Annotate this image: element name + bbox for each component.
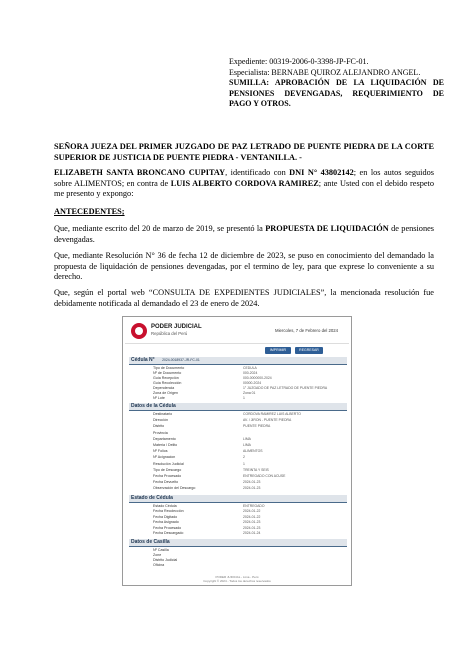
portal-footer: PODER JUDICIAL - Lima - Perú [215,575,259,579]
portal-header [125,319,349,344]
field-value: Zona 01 [243,391,256,395]
intro-paragraph [54,168,434,200]
field-value: 2024-01-22 [243,509,261,514]
cedula-data-section: Datos de la Cédula [129,403,347,411]
field-label: Distrito Judicial [153,558,178,562]
field-value: 00000-2024 [243,381,262,385]
field-value: 2024-01-23 [243,480,261,485]
field-value: 1 [243,396,245,400]
field-label: Guía Recepción [153,376,179,380]
cedula-section [129,357,347,365]
brand-subtitle: República del Perú [151,331,188,336]
field-value: 2024-01-23 [243,520,261,525]
field-label: Nº Casilla [153,548,169,552]
field-value: CEDULA [243,366,257,370]
poder-judicial-logo-icon [131,323,147,339]
field-label: Fecha Devuelto [153,480,179,485]
sumilla-line: SUMILLA: APROBACIÓN DE LA LIQUIDACIÓN DE PENSIONES DEVENGADAS, REQUERIMIENTO DE PAGO Y OTROS. [229,78,444,108]
addressee: SEÑORA JUEZA DEL PRIMER JUZGADO DE PAZ LETRADO DE PUENTE PIEDRA DE LA CORTE SUPERIOR DE JUSTICIA DE PUENTE PIEDRA - VENTANILLA. - [54,142,434,162]
field-label: Fecha Recolección [153,509,184,514]
field-label: Dependencia [153,386,175,390]
intro-text-b: ; en los autos seguidos sobre ALIMENTOS; en contra de [54,168,434,188]
field-label: Guía Recolección [153,381,182,385]
field-value: LIMA [243,436,251,441]
field-value: 2 [243,455,245,460]
field-value: TREINTA Y SEIS [243,467,269,472]
cedula-label: Cédula N° [131,357,155,363]
expediente-line: Expediente: 00319-2006-0-3398-JP-FC-01. [229,57,369,66]
field-value: CORDOVA RAMIREZ LUIS ALBERTO [243,412,301,416]
p2-proposal: PROPUESTA DE LIQUIDACIÓN [265,224,389,233]
field-value: ALIMENTOS [243,449,263,454]
field-value: 2024-01-22 [243,514,261,519]
back-button[interactable]: REGRESAR [295,347,323,354]
field-value: 1 [243,461,245,466]
paragraph-resolucion: Que, mediante Resolución N° 36 de fecha 12 de diciembre de 2023, se puso en conocimiento del demandado la propuesta de liquidación de pensiones devengadas, por el termino de ley, para que exprese lo conveniente a su derecho. [54,251,434,282]
field-label: Nº de Documento [153,371,182,375]
field-label: Zona de Origen [153,391,178,395]
defendant-name: LUIS ALBERTO CORDOVA RAMIREZ [170,178,319,188]
field-label: Nº Lote [153,396,165,400]
field-label: Tipo de Descargo [153,467,182,472]
field-label: Distrito [153,424,165,429]
intro-text-c: ; ante Usted con el debido respeto me presento y expongo: [54,178,434,199]
field-value: 2024-01-24 [243,531,261,535]
brand-name: PODER JUDICIAL [151,324,202,330]
field-value: AV. / JIRON - PUENTE PIEDRA [243,418,292,423]
field-label: Materia / Delito [153,443,178,447]
portal-screenshot [122,316,352,586]
field-label: Fecha Digitado [153,514,178,519]
field-label: Destinatario [153,412,173,416]
field-value: ENTREGADO CON ACUSE [243,474,286,478]
field-value: LIMA [243,443,251,447]
field-value: ENTREGADO [243,504,265,508]
field-label: Zone [153,553,162,557]
field-label: Nº Acignacion [153,455,176,460]
field-label: Oficina [153,563,165,567]
field-value: 2024-01-23 [243,486,261,491]
field-label: Estado Cédula [153,504,177,508]
cedula-status-section: Estado de Cédula [129,495,347,503]
especialista-line: Especialista: BERNABE QUIROZ ALEJANDRO ANGEL. [229,67,421,77]
field-value: 1° JUZGADO DE PAZ LETRADO DE PUENTE PIEDRA [243,386,328,390]
intro-text-a: , identificado con [225,168,290,177]
field-label: Fecha Procesado [153,525,182,530]
field-value: 000-2024 [243,371,258,375]
field-label: Fecha Asignado [153,520,179,525]
paragraph-portal: Que, según el portal web “CONSULTA DE EXPEDIENTES JUDICIALES”, la mencionada resolución fue debidamente notificada al demandado el 23 de enero de 2024. [54,288,434,308]
field-label: Dirección [153,418,168,423]
field-value: 000-0000000-2024 [243,376,272,380]
field-label: Resolución Judicial [153,461,184,466]
field-value: 2024-01-23 [243,525,261,530]
field-value: PUENTE PIEDRA [243,424,271,429]
p2-text-c: de pensiones devengadas. [54,224,435,244]
portal-copyright: Copyright © 2024 - Todos los derechos reservados [203,579,271,583]
cedula-number: 2024-0018937-JR-FC-01 [162,358,200,362]
field-label: Observación del Descargo [153,486,196,491]
field-label: Provincia [153,430,168,435]
case-header [229,57,444,110]
field-label: Tipo de Documento [153,366,185,370]
plaintiff-dni: DNI N° 43802142 [289,168,354,177]
p2-text-a: Que, mediante escrito del 20 de marzo de 2019, se presentó la [54,224,266,233]
casilla-section: Datos de Casilla [129,539,347,547]
paragraph-escrito [54,224,434,245]
plaintiff-name: ELIZABETH SANTA BRONCANO CUPITAY [54,168,226,177]
field-label: Departamento [153,436,176,441]
field-label: Nº Folios [153,449,168,454]
field-label: Fecha Descargado [153,531,184,535]
print-button[interactable]: IMPRIMIR [265,347,291,354]
portal-date: Miercoles, 7 de Febrero del 2024 [275,328,339,333]
antecedentes-heading: ANTECEDENTES; [54,207,125,216]
field-label: Fecha Procesado [153,474,182,478]
